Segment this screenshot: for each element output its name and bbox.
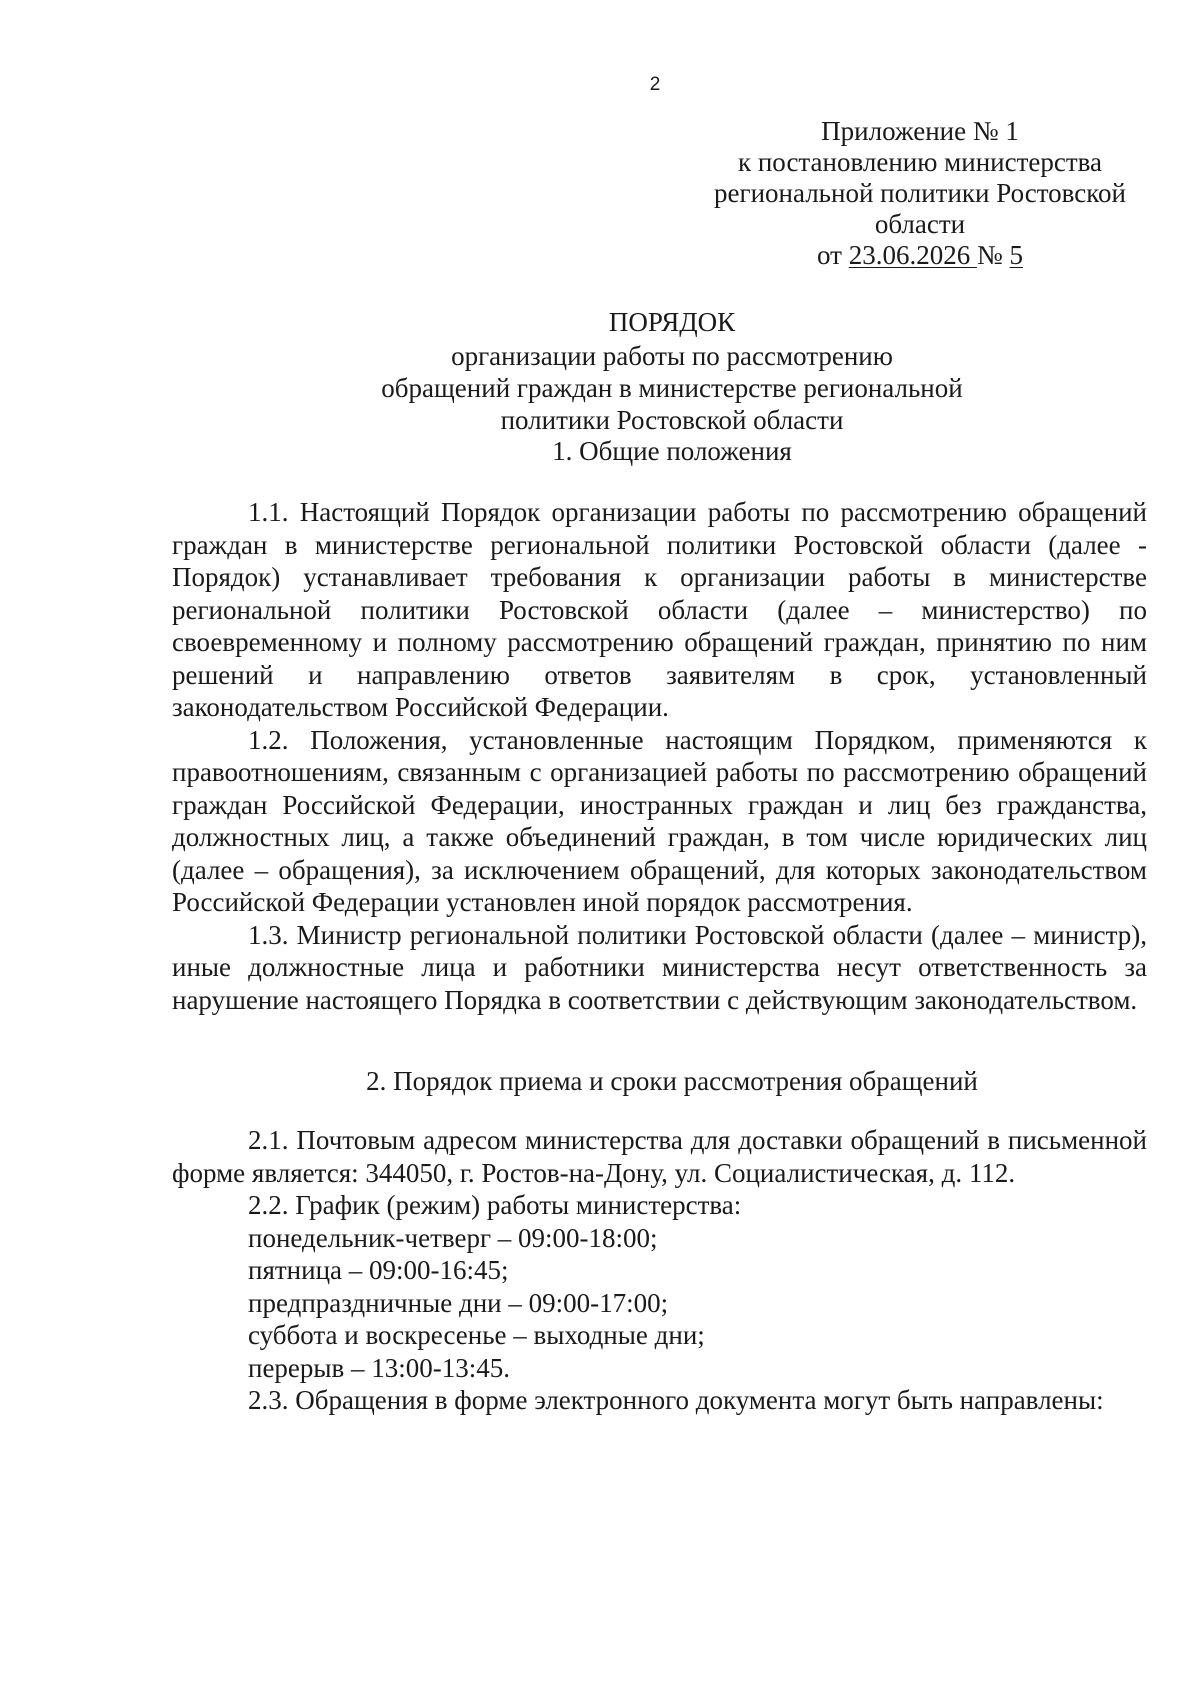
date-prefix: от [817, 240, 849, 270]
paragraph-2-2: 2.2. График (режим) работы министерства: [248, 1190, 742, 1220]
paragraph-1-3: 1.3. Министр региональной политики Ростовской области (далее – министр), иные должностные лица и работники министерства несут ответственность за нарушение настоящего Порядка в соответствии с действующим законодательством. [172, 919, 1147, 1015]
schedule-line: суббота и воскресенье – выходные дни; [248, 1320, 705, 1350]
appendix-line: региональной политики Ростовской [714, 178, 1126, 208]
appendix-date-line [690, 240, 1150, 271]
appendix-header [690, 116, 1150, 271]
appendix-line: к постановлению министерства [737, 147, 1103, 177]
page-number: 2 [649, 74, 661, 95]
paragraph-1-2: 1.2. Положения, установленные настоящим Порядком, применяются к правоотношениям, связанным с организацией работы по рассмотрению обращений граждан Российской Федерации, иностранных граждан и лиц без гражданства, должностных лиц, а также объединений граждан, в том числе юридических лиц (далее – обращения), за исключением обращений, для которых законодательством Российской Федерации установлен иной порядок рассмотрения. [172, 724, 1147, 917]
appendix-title: Приложение № 1 [821, 116, 1019, 146]
number-label: № [976, 240, 1010, 270]
document-title-block [172, 306, 1172, 436]
schedule-line: предпраздничные дни – 09:00-17:00; [248, 1287, 669, 1318]
document-title: ПОРЯДОК [608, 307, 736, 337]
schedule-line: понедельник-четверг – 09:00-18:00; [248, 1222, 658, 1253]
paragraph-2-1: 2.1. Почтовым адресом министерства для доставки обращений в письменной форме является: 344050, г. Ростов-на-Дону, ул. Социалистическая, д. 112. [172, 1125, 1147, 1188]
section-2-body [172, 1124, 1147, 1417]
document-subtitle-line: политики Ростовской области [500, 405, 844, 435]
paragraph-1-1: 1.1. Настоящий Порядок организации работы по рассмотрению обращений граждан в министерстве региональной политики Ростовской области (далее - Порядок) устанавливает требования к организации работы в министерстве региональной политики Ростовской области (далее – министерство) по своевременному и полному рассмотрению обращений граждан, принятию по ним решений и направлению ответов заявителям в срок, установленный законодательством Российской Федерации. [172, 497, 1147, 722]
schedule-line: перерыв – 13:00-13:45. [248, 1352, 511, 1383]
document-subtitle-line: организации работы по рассмотрению [451, 341, 893, 371]
appendix-line: области [874, 209, 966, 239]
paragraph-2-3: 2.3. Обращения в форме электронного документа могут быть направлены: [248, 1385, 1104, 1415]
document-subtitle-line: обращений граждан в министерстве региональной [381, 373, 963, 403]
document-number: 5 [1009, 240, 1023, 270]
section-heading-2: 2. Порядок приема и сроки рассмотрения обращений [366, 1066, 978, 1096]
section-1-body [172, 496, 1147, 1016]
document-date: 23.06.2026 [848, 240, 977, 270]
schedule-line: пятница – 09:00-16:45; [248, 1255, 509, 1285]
section-heading-1: 1. Общие положения [552, 436, 792, 466]
